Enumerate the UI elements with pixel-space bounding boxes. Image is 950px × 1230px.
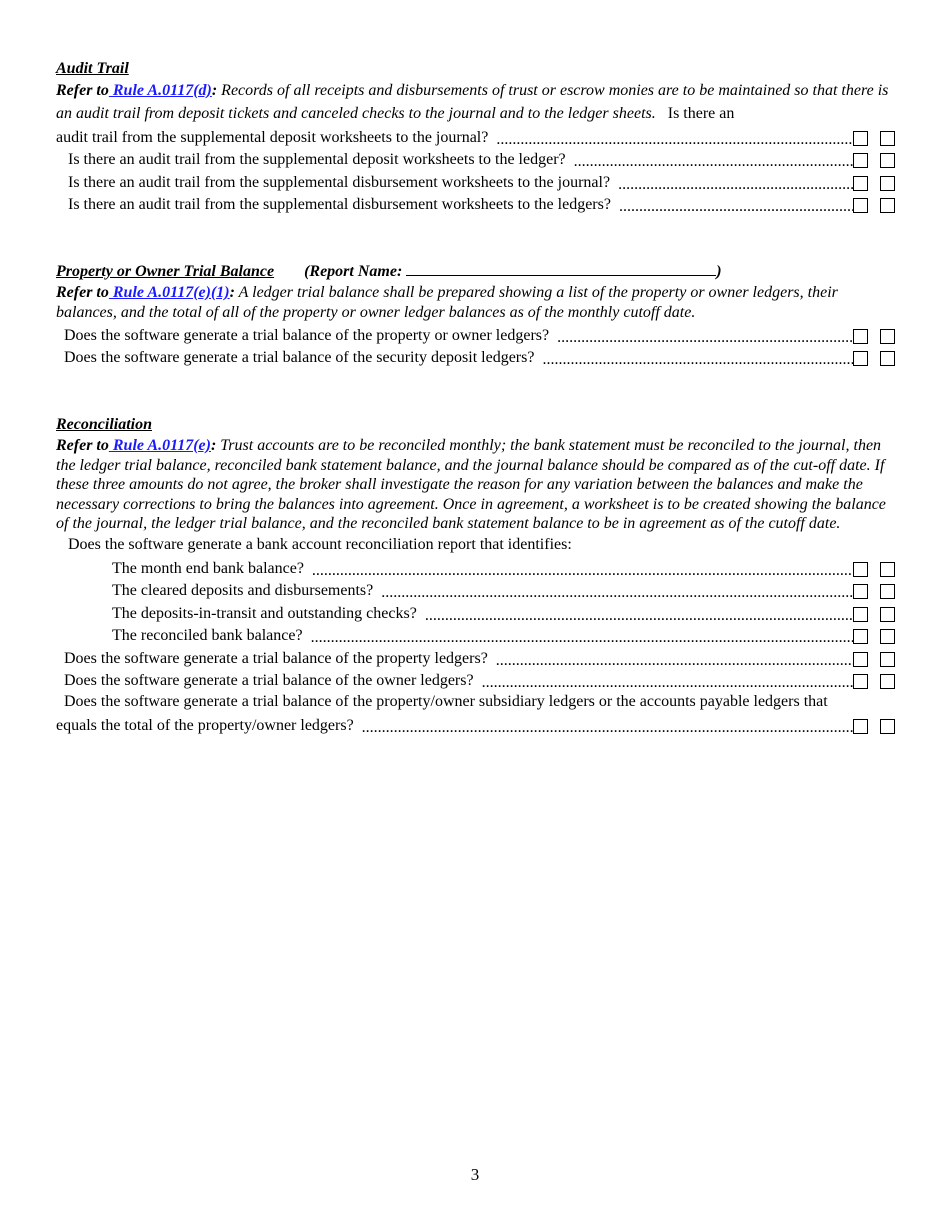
dot-leader — [312, 563, 853, 579]
question-text: The cleared deposits and disbursements? — [112, 582, 374, 600]
question-row — [56, 346, 896, 369]
question-text: Is there an audit trail from the supplemental disbursement worksheets to the journal? — [68, 173, 611, 191]
yes-checkbox[interactable] — [853, 607, 868, 622]
audit-trail-section — [56, 58, 896, 215]
yes-checkbox[interactable] — [853, 674, 868, 689]
question-row — [56, 170, 896, 193]
no-checkbox[interactable] — [880, 562, 895, 577]
no-checkbox[interactable] — [880, 131, 895, 146]
question-row — [56, 193, 896, 216]
question-row — [56, 323, 896, 346]
yes-checkbox[interactable] — [853, 176, 868, 191]
question-row — [56, 148, 896, 171]
dot-leader — [496, 653, 853, 669]
no-checkbox[interactable] — [880, 351, 895, 366]
dot-leader — [618, 177, 853, 193]
yes-checkbox[interactable] — [853, 153, 868, 168]
yes-checkbox[interactable] — [853, 562, 868, 577]
question-text: audit trail from the supplemental deposit worksheets to the journal? — [56, 128, 489, 146]
no-checkbox[interactable] — [880, 176, 895, 191]
reconciliation-section — [56, 414, 896, 736]
dot-leader — [482, 675, 853, 691]
question-row — [56, 556, 896, 579]
trial-balance-heading: Property or Owner Trial Balance — [56, 263, 275, 280]
dot-leader — [425, 608, 853, 624]
dot-leader — [574, 154, 853, 170]
yes-checkbox[interactable] — [853, 329, 868, 344]
yes-checkbox[interactable] — [853, 584, 868, 599]
rule-link-a0117e1[interactable]: Rule A.0117(e)(1) — [108, 284, 230, 301]
no-checkbox[interactable] — [880, 329, 895, 344]
question-intro: Does the software generate a bank account reconciliation report that identifies: — [68, 535, 572, 553]
question-text: Does the software generate a trial balance of the property or owner ledgers? — [64, 326, 550, 344]
yes-checkbox[interactable] — [853, 652, 868, 667]
yes-checkbox[interactable] — [853, 198, 868, 213]
report-name-field[interactable] — [406, 261, 716, 276]
dot-leader — [311, 630, 853, 646]
refer-to-label: Refer to — [56, 437, 109, 454]
question-row — [56, 669, 896, 692]
yes-checkbox[interactable] — [853, 719, 868, 734]
rule-description: Trust accounts are to be reconciled monthly; the bank statement must be reconciled to the journal, then the ledger trial balance, reconciled bank statement balance, and the journal balance should be compared as of the cut-off date. If these three amounts do not agree, the broker shall investigate the reason for any variation between the balances and make the necessary corrections to bring the balances into agreement. Once in agreement, a worksheet is to be created showing the balance of the journal, the ledger trial balance, and the reconciled bank statement balance to be in agreement as of the cutoff date. — [56, 437, 886, 533]
rule-link-a0117e[interactable]: Rule A.0117(e) — [108, 437, 211, 454]
rule-description: A ledger trial balance shall be prepared showing a list of the property or owner ledgers, their balances, and the total of all of the property or owner ledger balances as of the monthly cutoff date. — [56, 284, 838, 321]
colon: : — [211, 82, 218, 99]
dot-leader — [542, 352, 853, 368]
audit-trail-heading: Audit Trail — [56, 60, 129, 77]
question-text: Is there an audit trail from the supplemental deposit worksheets to the ledger? — [68, 151, 566, 168]
yes-checkbox[interactable] — [853, 351, 868, 366]
no-checkbox[interactable] — [880, 584, 895, 599]
rule-link-a0117d[interactable]: Rule A.0117(d) — [108, 82, 212, 99]
question-row — [56, 579, 896, 602]
no-checkbox[interactable] — [880, 198, 895, 213]
dot-leader — [381, 585, 853, 601]
question-text: Is there an audit trail from the supplemental disbursement worksheets to the ledgers? — [68, 196, 611, 213]
question-row — [56, 714, 896, 737]
reconciliation-heading: Reconciliation — [56, 416, 152, 433]
dot-leader — [496, 132, 853, 148]
no-checkbox[interactable] — [880, 674, 895, 689]
question-row — [56, 601, 896, 624]
yes-checkbox[interactable] — [853, 131, 868, 146]
paren-close: ) — [716, 263, 722, 280]
yes-checkbox[interactable] — [853, 629, 868, 644]
question-text: Does the software generate a trial balance of the security deposit ledgers? — [64, 349, 535, 366]
dot-leader — [362, 720, 853, 736]
form-page — [56, 58, 896, 736]
no-checkbox[interactable] — [880, 629, 895, 644]
trial-balance-section — [56, 261, 896, 368]
dot-leader — [619, 199, 853, 215]
colon: : — [210, 437, 217, 454]
report-name-label: (Report Name: — [304, 263, 407, 280]
dot-leader — [557, 330, 853, 346]
refer-to-label: Refer to — [56, 284, 109, 301]
question-start: Is there an — [667, 104, 735, 122]
no-checkbox[interactable] — [880, 652, 895, 667]
question-text: Does the software generate a trial balance of the property/owner subsidiary ledgers or the accounts payable ledgers that — [64, 693, 828, 711]
no-checkbox[interactable] — [880, 719, 895, 734]
question-row — [56, 125, 896, 148]
page-number: 3 — [470, 1165, 480, 1184]
question-text: equals the total of the property/owner ledgers? — [56, 717, 354, 735]
no-checkbox[interactable] — [880, 607, 895, 622]
question-row — [56, 646, 896, 669]
question-text: Does the software generate a trial balance of the owner ledgers? — [64, 672, 474, 690]
question-row — [56, 624, 896, 647]
question-text: The reconciled bank balance? — [112, 627, 303, 645]
no-checkbox[interactable] — [880, 153, 895, 168]
question-text: The month end bank balance? — [112, 559, 304, 577]
question-text: The deposits-in-transit and outstanding checks? — [112, 604, 417, 622]
colon: : — [229, 284, 235, 301]
refer-to-label: Refer to — [56, 82, 109, 99]
rule-description: Records of all receipts and disbursements of trust or escrow monies are to be maintained so that there is an audit trail from deposit tickets and canceled checks to the journal and to the ledger sheets. — [56, 82, 889, 122]
question-text: Does the software generate a trial balance of the property ledgers? — [64, 649, 488, 667]
